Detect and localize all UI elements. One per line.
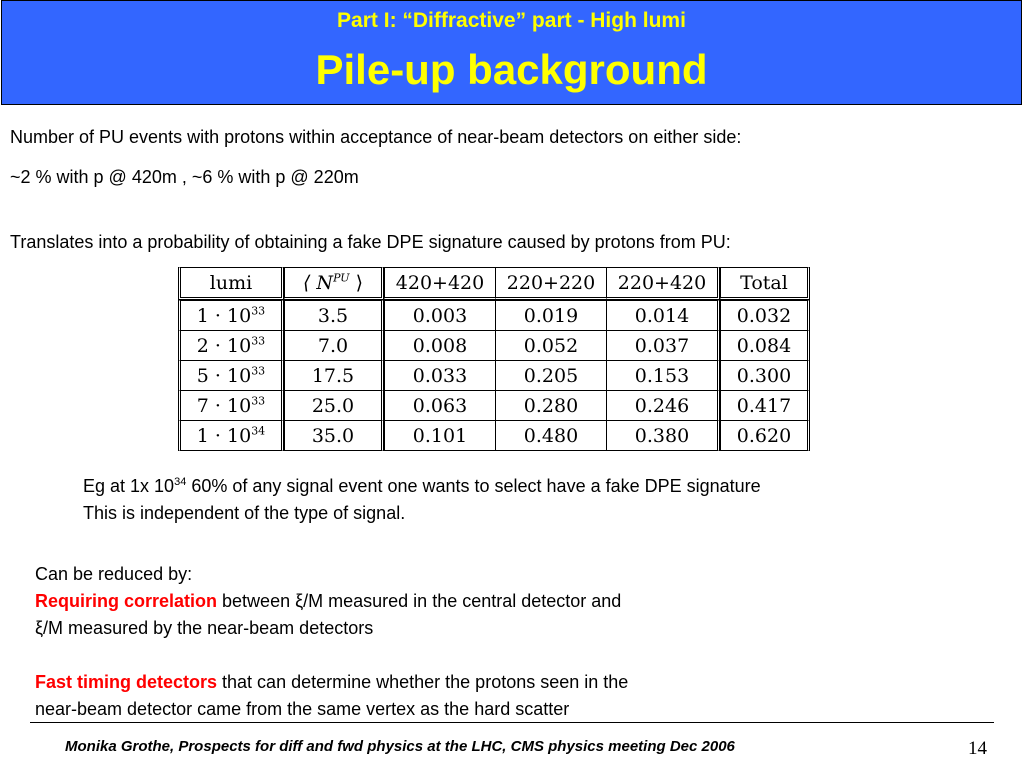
cell-420-420: 0.033 — [384, 360, 495, 390]
reduce-item-1-line-2: ξ/M measured by the near-beam detectors — [35, 618, 374, 638]
cell-420-420: 0.063 — [384, 390, 495, 420]
cell-lumi: $1 \cdot 10^{33}$ — [178, 300, 284, 330]
cell-lumi: $2 \cdot 10^{33}$ — [178, 330, 284, 360]
example-line-1: Eg at 1x $10^{34}$ 60% of any signal event one wants to select have a fake DPE signature — [83, 476, 761, 496]
table-row — [178, 300, 810, 330]
table-row — [178, 330, 810, 360]
cell-npu: 3.5 — [284, 300, 384, 330]
header-420-420: 420+420 — [384, 267, 495, 300]
cell-220-420: 0.153 — [606, 360, 720, 390]
footer-credit: Monika Grothe, Prospects for diff and fwd physics at the LHC, CMS physics meeting Dec 2006 — [65, 738, 735, 755]
table-row — [178, 390, 810, 420]
cell-total: 0.300 — [720, 360, 810, 390]
cell-220-220: 0.205 — [495, 360, 606, 390]
cell-220-420: 0.037 — [606, 330, 720, 360]
cell-lumi: $7 \cdot 10^{33}$ — [178, 390, 284, 420]
reduce-item-2: Fast timing detectors that can determine whether the protons seen in the — [35, 672, 629, 692]
body-line-1: Number of PU events with protons within acceptance of near-beam detectors on either side: — [10, 127, 742, 147]
cell-220-220: 0.480 — [495, 420, 606, 451]
body-line-2: ~2 % with p @ 420m , ~6 % with p @ 220m — [10, 167, 359, 187]
cell-lumi: $5 \cdot 10^{33}$ — [178, 360, 284, 390]
title-banner — [1, 0, 1022, 105]
cell-220-420: 0.014 — [606, 300, 720, 330]
header-lumi: lumi — [178, 267, 284, 300]
highlight-fast-timing: Fast timing detectors — [35, 672, 218, 692]
page-number: 14 — [968, 738, 987, 759]
cell-total: 0.620 — [720, 420, 810, 451]
cell-220-220: 0.019 — [495, 300, 606, 330]
cell-220-420: 0.246 — [606, 390, 720, 420]
pileup-probability-table — [178, 267, 810, 451]
cell-npu: 7.0 — [284, 330, 384, 360]
cell-420-420: 0.008 — [384, 330, 495, 360]
body-line-3: Translates into a probability of obtaining a fake DPE signature caused by protons from PU: — [10, 232, 731, 252]
cell-lumi: $1 \cdot 10^{34}$ — [178, 420, 284, 451]
table-row — [178, 420, 810, 451]
cell-220-220: 0.052 — [495, 330, 606, 360]
cell-npu: 17.5 — [284, 360, 384, 390]
header-npu: ⟨ $N^{PU}$ ⟩ — [284, 267, 384, 300]
reduce-item-1: Requiring correlation between ξ/M measured in the central detector and — [35, 591, 622, 611]
cell-220-220: 0.280 — [495, 390, 606, 420]
reduce-item-2-line-2: near-beam detector came from the same vertex as the hard scatter — [35, 699, 570, 719]
highlight-correlation: Requiring correlation — [35, 591, 218, 611]
cell-npu: 35.0 — [284, 420, 384, 451]
cell-total: 0.032 — [720, 300, 810, 330]
header-220-420: 220+420 — [606, 267, 720, 300]
table-row — [178, 360, 810, 390]
cell-npu: 25.0 — [284, 390, 384, 420]
reduce-intro: Can be reduced by: — [35, 564, 193, 584]
cell-420-420: 0.101 — [384, 420, 495, 451]
cell-420-420: 0.003 — [384, 300, 495, 330]
cell-total: 0.417 — [720, 390, 810, 420]
slide-subtitle: Part I: “Diffractive” part - High lumi — [337, 9, 686, 32]
cell-220-420: 0.380 — [606, 420, 720, 451]
example-line-2: This is independent of the type of signal. — [83, 503, 406, 523]
header-220-220: 220+220 — [495, 267, 606, 300]
table-header-row — [178, 267, 810, 300]
header-total: Total — [720, 267, 810, 300]
slide-title: Pile-up background — [315, 46, 708, 93]
footer-divider — [30, 722, 994, 723]
cell-total: 0.084 — [720, 330, 810, 360]
